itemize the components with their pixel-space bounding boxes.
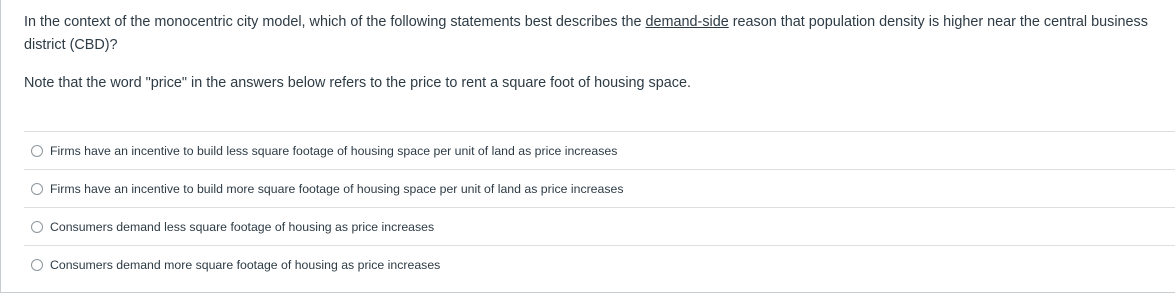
answer-label: Firms have an incentive to build less square footage of housing space per unit of land as price increases (50, 143, 618, 158)
answer-option-3[interactable] (24, 207, 1175, 245)
answer-option-1[interactable] (24, 131, 1175, 169)
question-note: Note that the word "price" in the answers below refers to the price to rent a square foot of housing space. (24, 75, 691, 91)
radio-button[interactable] (31, 145, 43, 157)
answer-label: Consumers demand more square footage of housing as price increases (50, 257, 441, 272)
question-text (24, 11, 1164, 57)
answer-option-4[interactable] (24, 245, 1175, 283)
question-stem (24, 11, 1164, 57)
question-prefix: In the context of the monocentric city model, which of the following statements best describes the (24, 14, 646, 30)
radio-button[interactable] (31, 221, 43, 233)
answer-list (24, 131, 1175, 283)
answer-option-2[interactable] (24, 169, 1175, 207)
question-suffix: reason that population density is higher near the central business district (CBD)? (24, 14, 1148, 53)
answer-label: Consumers demand less square footage of housing as price increases (50, 219, 435, 234)
radio-button[interactable] (31, 183, 43, 195)
radio-button[interactable] (31, 259, 43, 271)
underlined-term: demand-side (645, 14, 729, 30)
answer-label: Firms have an incentive to build more square footage of housing space per unit of land as price increases (50, 181, 624, 196)
